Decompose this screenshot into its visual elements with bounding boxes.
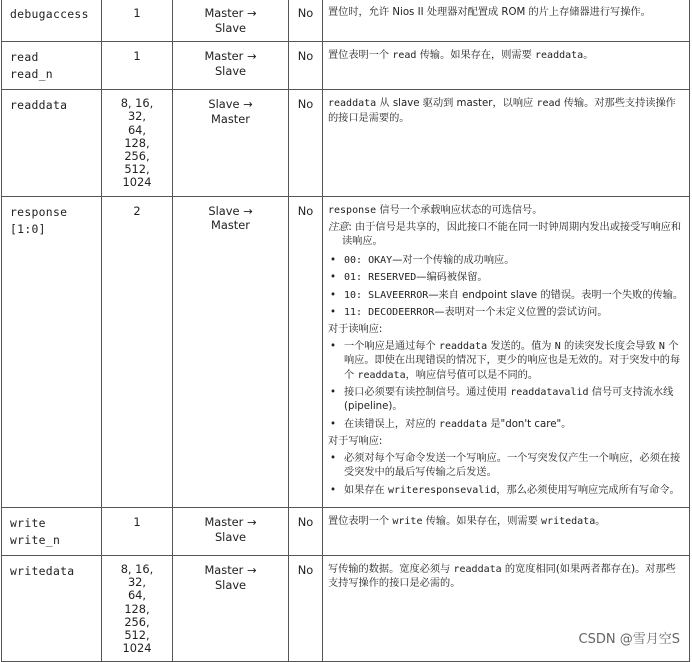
width-value: 1024 xyxy=(122,175,152,190)
width-cell xyxy=(102,196,173,507)
list-item xyxy=(328,418,684,432)
required-value: No xyxy=(297,562,314,577)
width-value: 1 xyxy=(133,49,141,64)
width-value: 512, xyxy=(124,162,150,177)
list-item xyxy=(328,289,684,303)
required-value: No xyxy=(297,49,314,64)
required-value: No xyxy=(297,97,314,112)
code-term: N xyxy=(658,340,665,352)
code-term: readdata xyxy=(438,340,488,352)
description-text: 信号可支持流水线(pipeline)。 xyxy=(344,387,674,413)
list-item xyxy=(328,340,684,383)
description-text: 个响应。即使在出现错误的情况下，更少的响应也是无效的。对于突发中的每个 xyxy=(344,340,681,381)
signal-name: write xyxy=(10,515,46,530)
direction-cell xyxy=(173,555,289,661)
list-item xyxy=(328,271,684,285)
list-item xyxy=(328,306,684,320)
width-value: 128, xyxy=(124,601,150,616)
description-cell xyxy=(323,90,690,196)
width-cell xyxy=(102,90,173,196)
code-term: 01 xyxy=(344,272,357,284)
description-cell xyxy=(323,196,690,507)
code-term: readdata xyxy=(535,50,584,62)
response-note xyxy=(328,221,684,250)
width-cell xyxy=(102,507,173,555)
width-value: 8, 16, xyxy=(120,96,154,111)
description-text: 。 xyxy=(583,50,594,62)
signal-name-cell xyxy=(2,0,102,42)
signal-name-cell xyxy=(2,196,102,507)
direction-value: Master → Slave xyxy=(204,6,257,35)
code-term: SLAVEERROR xyxy=(368,289,429,301)
code-term: : xyxy=(356,254,369,266)
list-item xyxy=(328,386,684,415)
direction-cell xyxy=(173,507,289,555)
required-cell xyxy=(289,0,323,42)
description-text: 如果存在 xyxy=(344,484,388,496)
direction-cell xyxy=(173,0,289,42)
width-value: 128, xyxy=(124,135,150,150)
description-text: 置位表明一个 xyxy=(328,50,393,62)
list-item xyxy=(328,254,684,268)
signal-name-cell xyxy=(2,42,102,90)
code-term: read xyxy=(536,98,561,110)
description-cell xyxy=(323,0,690,42)
code-term: 00 xyxy=(344,254,357,266)
direction-cell xyxy=(173,196,289,507)
code-term: write xyxy=(392,515,423,527)
description-text: 发送的。值为 xyxy=(487,340,555,352)
width-value: 512, xyxy=(124,627,150,642)
required-value: No xyxy=(297,6,314,20)
description-cell xyxy=(323,42,690,90)
read-response-heading: 对于读响应: xyxy=(328,324,383,336)
watermark: CSDN @雪月空S xyxy=(578,632,680,647)
list-item xyxy=(328,452,684,481)
description-text: 在读错误上，对应的 xyxy=(344,418,439,430)
description-text: 接口必须要有读控制信号。通过使用 xyxy=(344,387,511,399)
code-term: : xyxy=(356,272,369,284)
response-intro xyxy=(328,204,684,218)
code-term: DECODEERROR xyxy=(368,307,435,319)
width-value: 2 xyxy=(133,203,141,218)
required-cell xyxy=(289,90,323,196)
description-text: 的宽度相同(如果两者都存在)。对那些支持写操作的接口是必需的。 xyxy=(328,563,676,590)
description-text: 从 slave 驱动到 master，以响应 xyxy=(376,98,537,110)
description-text: 是"don't care"。 xyxy=(487,418,572,430)
direction-value: Master → Slave xyxy=(204,514,257,544)
width-value: 8, 16, xyxy=(120,561,154,576)
direction-cell xyxy=(173,90,289,196)
required-value: No xyxy=(297,203,314,218)
write-response-list xyxy=(328,452,684,498)
write-response-heading: 对于写响应: xyxy=(328,436,383,448)
width-value: 32, xyxy=(127,575,147,590)
code-term: N xyxy=(554,340,561,352)
description-text: 置位时，允许 Nios II 处理器对配置成 ROM 的片上存储器进行写操作。 xyxy=(328,7,651,18)
code-term: readdata xyxy=(357,369,406,381)
description-text: 必须对每个写命令发送一个写响应。一个写突发仅产生一个响应，必须在接受突发中的最后写传输之后发送。 xyxy=(344,452,681,479)
code-term: response xyxy=(328,204,377,216)
signal-name: debugaccess xyxy=(10,7,89,21)
code-term: 10 xyxy=(344,289,357,301)
width-value: 1 xyxy=(133,514,141,529)
required-cell xyxy=(289,555,323,661)
code-term: readdatavalid xyxy=(510,387,589,399)
width-value: 64, xyxy=(127,122,147,137)
direction-value: Master → Slave xyxy=(204,49,257,78)
width-value: 256, xyxy=(124,614,150,629)
code-term: RESERVED xyxy=(368,272,417,284)
direction-cell xyxy=(173,42,289,90)
description-text: 传输。如果存在，则需要 xyxy=(416,50,536,62)
signal-table xyxy=(1,0,690,662)
description-cell xyxy=(323,507,690,555)
required-cell xyxy=(289,196,323,507)
code-term: : xyxy=(356,307,369,319)
description-text: 信号一个承载响应状态的可选信号。 xyxy=(376,204,543,216)
table-row xyxy=(2,507,690,555)
description-text: 一个响应是通过每个 xyxy=(344,340,439,352)
signal-name-cell xyxy=(2,90,102,196)
signal-name: [1:0] xyxy=(10,221,46,236)
signal-name: readdata xyxy=(10,98,68,113)
signal-name: write_n xyxy=(10,532,61,547)
width-cell xyxy=(102,0,173,42)
code-term: OKAY xyxy=(368,254,393,266)
width-cell xyxy=(102,555,173,661)
direction-value: Slave → Master xyxy=(208,203,253,233)
code-term: readdata xyxy=(453,563,502,575)
description-text: —对一个传输的成功响应。 xyxy=(392,254,515,266)
code-term: readdata xyxy=(328,98,377,110)
response-code-list xyxy=(328,254,684,321)
description-text: 传输。如果存在，则需要 xyxy=(422,515,542,527)
direction-value: Master → Slave xyxy=(204,562,257,592)
code-term: writeresponsevalid xyxy=(388,484,497,496)
signal-name-cell xyxy=(2,555,102,661)
width-value: 64, xyxy=(127,588,147,603)
signal-name: writedata xyxy=(10,563,75,578)
signal-name: read xyxy=(10,50,39,65)
description-text: ，那么必须使用写响应完成所有写命令。 xyxy=(496,484,680,496)
required-cell xyxy=(289,42,323,90)
code-term: readdata xyxy=(438,418,488,430)
table-row xyxy=(2,0,690,42)
signal-name-cell xyxy=(2,507,102,555)
width-value: 1024 xyxy=(122,641,152,656)
code-term: writedata xyxy=(541,515,596,527)
description-text: —表明对一个未定义位置的尝试访问。 xyxy=(434,307,608,319)
required-value: No xyxy=(297,514,314,529)
note-label: 注意 xyxy=(328,222,349,234)
width-value: 256, xyxy=(124,149,150,163)
table-row xyxy=(2,42,690,90)
width-value: 1 xyxy=(133,6,141,20)
required-cell xyxy=(289,507,323,555)
width-value: 32, xyxy=(127,109,147,124)
description-text: 写传输的数据。宽度必须与 xyxy=(328,563,454,575)
code-term: : xyxy=(356,289,369,301)
description-text: 传输。对那些支持读操作的接口是需要的。 xyxy=(328,98,676,124)
code-term: read xyxy=(392,50,417,62)
width-cell xyxy=(102,42,173,90)
table-row xyxy=(2,196,690,507)
read-response-list xyxy=(328,340,684,432)
table-row xyxy=(2,90,690,196)
signal-name: response xyxy=(10,204,68,219)
description-text: 置位表明一个 xyxy=(328,515,393,527)
note-text: : 由于信号是共享的，因此接口不能在同一时钟周期内发出或接受写响应和读响应。 xyxy=(342,222,682,248)
description-text: 。 xyxy=(595,515,606,527)
list-item xyxy=(328,484,684,498)
direction-value: Slave → Master xyxy=(208,97,253,126)
description-text: 的读突发长度会导致 xyxy=(560,340,659,352)
code-term: 11 xyxy=(344,307,357,319)
description-text: ，响应信号值可以是不同的。 xyxy=(405,369,539,381)
signal-name: read_n xyxy=(10,67,53,82)
description-text: —来自 endpoint slave 的错误。表明一个失败的传输。 xyxy=(428,289,684,301)
description-text: —编码被保留。 xyxy=(416,272,488,284)
